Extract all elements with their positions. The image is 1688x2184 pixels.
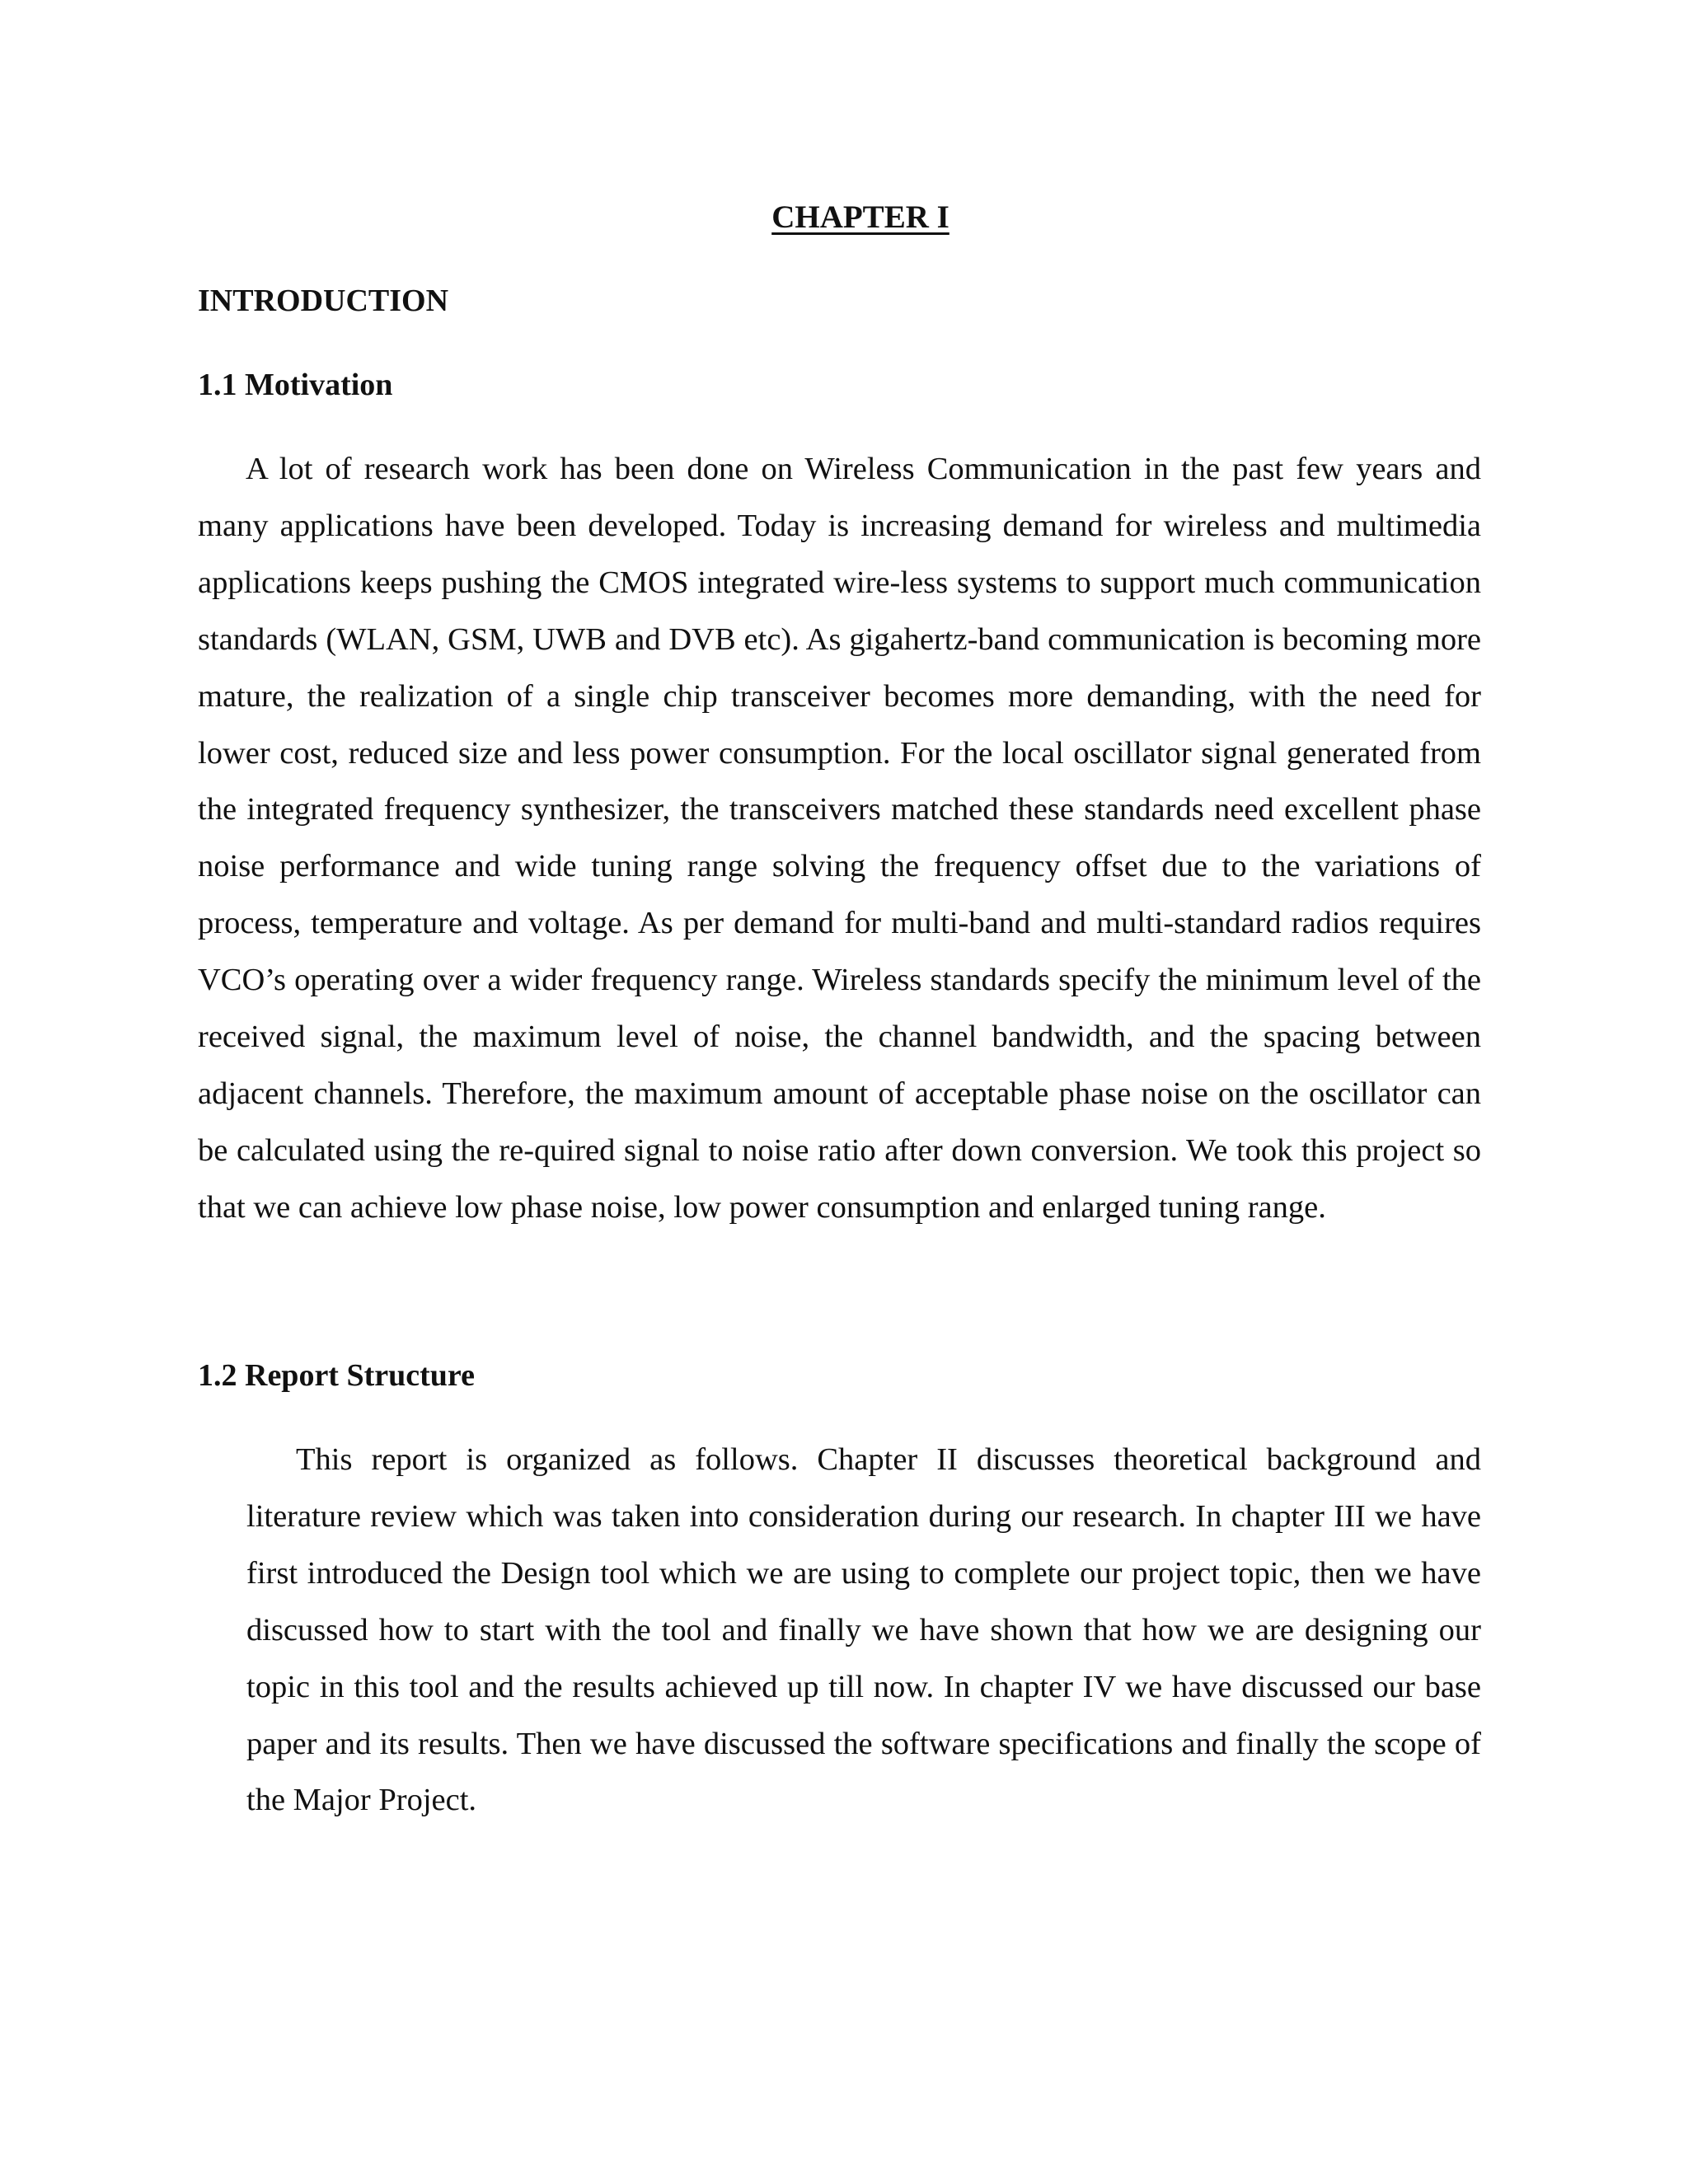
heading-motivation: 1.1 Motivation	[198, 368, 393, 402]
paragraph-motivation: A lot of research work has been done on Wireless Communication in the past few years and many applications have been developed. Today is increasing demand for wireless and multimedia applications keeps pushing the CMOS integrated wire-less systems to support much communication standards (WLAN, GSM, UWB and DVB etc). As gigahertz-band communication is becoming more mature, the realization of a single chip transceiver becomes more demanding, with the need for lower cost, reduced size and less power consumption. For the local oscillator signal generated from the integrated frequency synthesizer, the transceivers matched these standards need excellent phase noise performance and wide tuning range solving the frequency offset due to the variations of process, temperature and voltage. As per demand for multi-band and multi-standard radios requires VCO’s operating over a wider frequency range. Wireless standards specify the minimum level of the received signal, the maximum level of noise, the channel bandwidth, and the spacing between adjacent channels. Therefore, the maximum amount of acceptable phase noise on the oscillator can be calculated using the re-quired signal to noise ratio after down conversion. We took this project so that we can achieve low phase noise, low power consumption and enlarged tuning range.	[198, 452, 1481, 1225]
section-title-introduction: INTRODUCTION	[198, 284, 449, 318]
chapter-title: CHAPTER I	[771, 199, 950, 235]
paragraph-report-structure: This report is organized as follows. Chapter II discusses theoretical background and literature review which was taken into consideration during our research. In chapter III we have first introduced the Design tool which we are using to complete our project topic, then we have discussed how to start with the tool and finally we have shown that how we are designing our topic in this tool and the results achieved up till now. In chapter IV we have discussed our base paper and its results. Then we have discussed the software specifications and finally the scope of the Major Project.	[246, 1442, 1481, 1818]
heading-report-structure: 1.2 Report Structure	[198, 1358, 475, 1393]
